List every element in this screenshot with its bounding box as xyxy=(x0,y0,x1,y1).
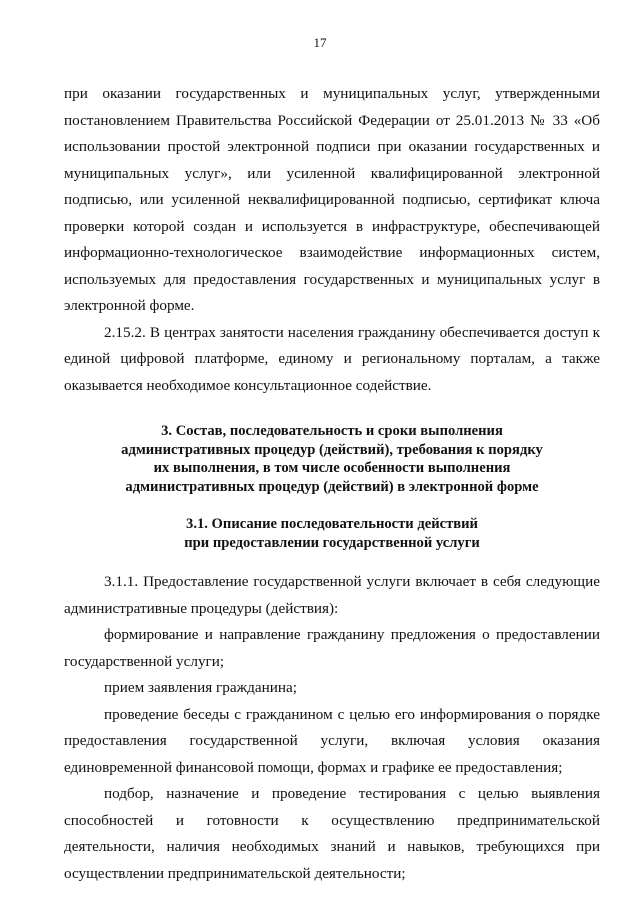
paragraph-2-15-2: 2.15.2. В центрах занятости населения гражданину обеспечивается доступ к единой цифровой платформе, единому и региональному порталам, а также оказывается необходимое консультационное содействие. xyxy=(64,323,600,394)
list-item-priem: прием заявления гражданина; xyxy=(104,679,297,696)
page-body xyxy=(64,81,600,887)
heading-line: их выполнения, в том числе особенности выполнения xyxy=(153,460,511,476)
section-3-heading xyxy=(64,422,600,496)
heading-line: 3. Состав, последовательность и сроки выполнения xyxy=(161,423,503,439)
list-item-formirovanie: формирование и направление гражданину предложения о предоставлении государственной услуги; xyxy=(64,626,600,670)
section-3-1-heading xyxy=(64,515,600,552)
list-item-beseda: проведение беседы с гражданином с целью его информирования о порядке предоставления государственной услуги, включая условия оказания единовременной финансовой помощи, формах и графике ее предоставления; xyxy=(64,705,600,776)
heading-line: административных процедур (действий) в электронной форме xyxy=(125,478,539,495)
list-item-testirovanie: подбор, назначение и проведение тестирования с целью выявления способностей и готовности к осуществлению предпринимательской деятельности, наличия необходимых знаний и навыков, требующихся при осуществлении предпринимательской деятельности; xyxy=(64,785,600,882)
paragraph-continuation: при оказании государственных и муниципальных услуг, утвержденными постановлением Правительства Российской Федерации от 25.01.2013 № 33 «Об использовании простой электронной подписи при оказании государственных и муниципальных услуг», или усиленной квалифицированной электронной подписью, или усиленной неквалифицированной подписью, сертификат ключа проверки которой создан и используется в инфраструктуре, обеспечивающей информационно-технологическое взаимодействие информационных систем, используемых для предоставления государственных и муниципальных услуг в электронной форме. xyxy=(64,85,600,314)
heading-line: 3.1. Описание последовательности действий xyxy=(186,516,478,532)
heading-line: при предоставлении государственной услуги xyxy=(184,534,480,551)
paragraph-3-1-1: 3.1.1. Предоставление государственной услуги включает в себя следующие административные процедуры (действия): xyxy=(64,573,600,617)
heading-line: административных процедур (действий), требования к порядку xyxy=(121,441,543,458)
page-number: 17 xyxy=(313,35,327,50)
